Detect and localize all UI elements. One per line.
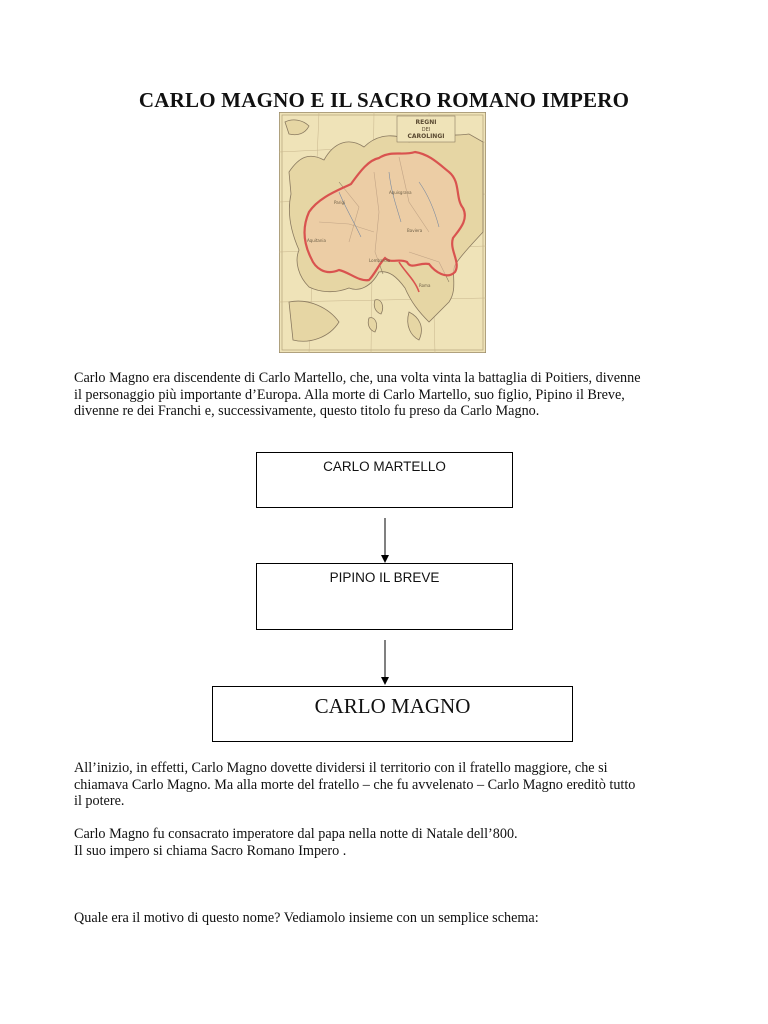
flowchart-arrow-down-icon [379, 518, 391, 564]
map-legend-line2: DEI [421, 127, 431, 133]
third-paragraph [74, 826, 694, 859]
paragraph-line: chiamava Carlo Magno. Ma alla morte del fratello – che fu avvelenato – Carlo Magno ereditò tutto [74, 776, 636, 793]
paragraph-line: Il suo impero si chiama Sacro Romano Impero . [74, 842, 347, 859]
intro-line: Carlo Magno era discendente di Carlo Martello, che, una volta vinta la battaglia di Poitiers, divenne [74, 370, 641, 386]
flowchart-box-label: CARLO MARTELLO [323, 459, 446, 474]
flowchart-box-pipino-il-breve [256, 563, 513, 630]
intro-line: divenne re dei Franchi e, successivamente, questo titolo fu preso da Carlo Magno. [74, 403, 540, 419]
map-illustration [279, 112, 486, 353]
svg-text:Lombardia: Lombardia [369, 258, 391, 263]
closing-question [74, 910, 694, 927]
second-paragraph [74, 760, 694, 810]
intro-paragraph [74, 370, 694, 420]
svg-text:Parigi: Parigi [334, 200, 346, 205]
paragraph-line: Quale era il motivo di questo nome? Vediamolo insieme con un semplice schema: [74, 910, 539, 926]
paragraph-line: All’inizio, in effetti, Carlo Magno dovette dividersi il territorio con il fratello maggiore, che si [74, 760, 608, 776]
flowchart-box-label: PIPINO IL BREVE [329, 570, 440, 585]
carolingian-map-image [279, 112, 486, 353]
paragraph-line: il potere. [74, 793, 125, 809]
svg-text:Roma: Roma [419, 283, 431, 288]
document-title: CARLO MAGNO E IL SACRO ROMANO IMPERO [138, 88, 630, 112]
svg-text:Aquisgrana: Aquisgrana [389, 190, 412, 195]
flowchart-box-label: CARLO MAGNO [314, 694, 471, 718]
paragraph-line: Carlo Magno fu consacrato imperatore dal papa nella notte di Natale dell’800. [74, 826, 518, 842]
flowchart-box-carlo-magno [212, 686, 573, 742]
svg-text:Aquitania: Aquitania [307, 238, 326, 243]
intro-line: il personaggio più importante d’Europa. Alla morte di Carlo Martello, suo figlio, Pipino il Breve, [74, 386, 625, 403]
svg-text:Baviera: Baviera [407, 228, 423, 233]
flowchart-arrow-down-icon [379, 640, 391, 686]
map-legend-line3: CAROLINGI [407, 133, 445, 140]
flowchart-box-carlo-martello [256, 452, 513, 508]
map-legend-line1: REGNI [415, 119, 437, 126]
